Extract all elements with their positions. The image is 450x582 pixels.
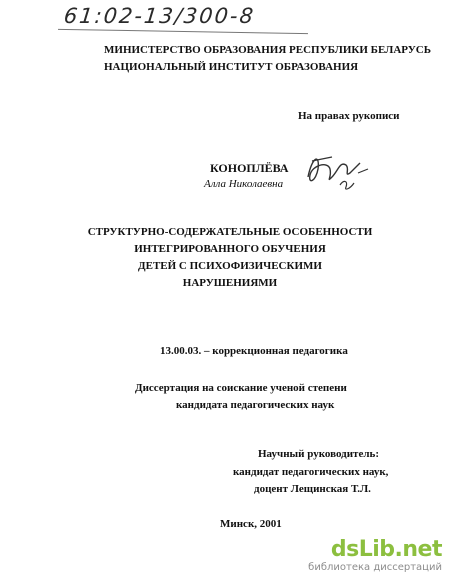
supervisor-degree: кандидат педагогических наук, [233, 466, 389, 478]
watermark-subtitle: библиотека диссертаций [308, 562, 442, 573]
supervisor-label: Научный руководитель: [258, 448, 379, 460]
title-line: СТРУКТУРНО-СОДЕРЖАТЕЛЬНЫЕ ОСОБЕННОСТИ [87, 226, 373, 238]
dissertation-degree: кандидата педагогических наук [176, 399, 335, 411]
supervisor-name: доцент Лещинская Т.Л. [254, 483, 371, 495]
ministry-name: МИНИСТЕРСТВО ОБРАЗОВАНИЯ РЕСПУБЛИКИ БЕЛАРУСЬ [104, 44, 432, 56]
signature-mark [302, 147, 372, 195]
manuscript-rights-note: На правах рукописи [298, 110, 400, 122]
specialty-code: 13.00.03. – коррекционная педагогика [160, 345, 348, 357]
dissertation-purpose: Диссертация на соискание ученой степени [135, 382, 347, 394]
city-year: Минск, 2001 [220, 518, 282, 530]
archive-code-handwritten: 61:02-13/300-8 [62, 4, 257, 28]
title-line: НАРУШЕНИЯМИ [182, 277, 278, 289]
author-surname: КОНОПЛЁВА [210, 161, 289, 175]
author-name: Алла Николаевна [204, 178, 284, 190]
watermark-brand: dsLib.net [330, 537, 442, 562]
institute-name: НАЦИОНАЛЬНЫЙ ИНСТИТУТ ОБРАЗОВАНИЯ [104, 61, 359, 73]
title-line: ИНТЕГРИРОВАННОГО ОБУЧЕНИЯ [134, 243, 326, 255]
dissertation-title [60, 224, 400, 292]
archive-code-underline [58, 29, 308, 34]
watermark [308, 538, 442, 574]
title-line: ДЕТЕЙ С ПСИХОФИЗИЧЕСКИМИ [138, 260, 322, 272]
